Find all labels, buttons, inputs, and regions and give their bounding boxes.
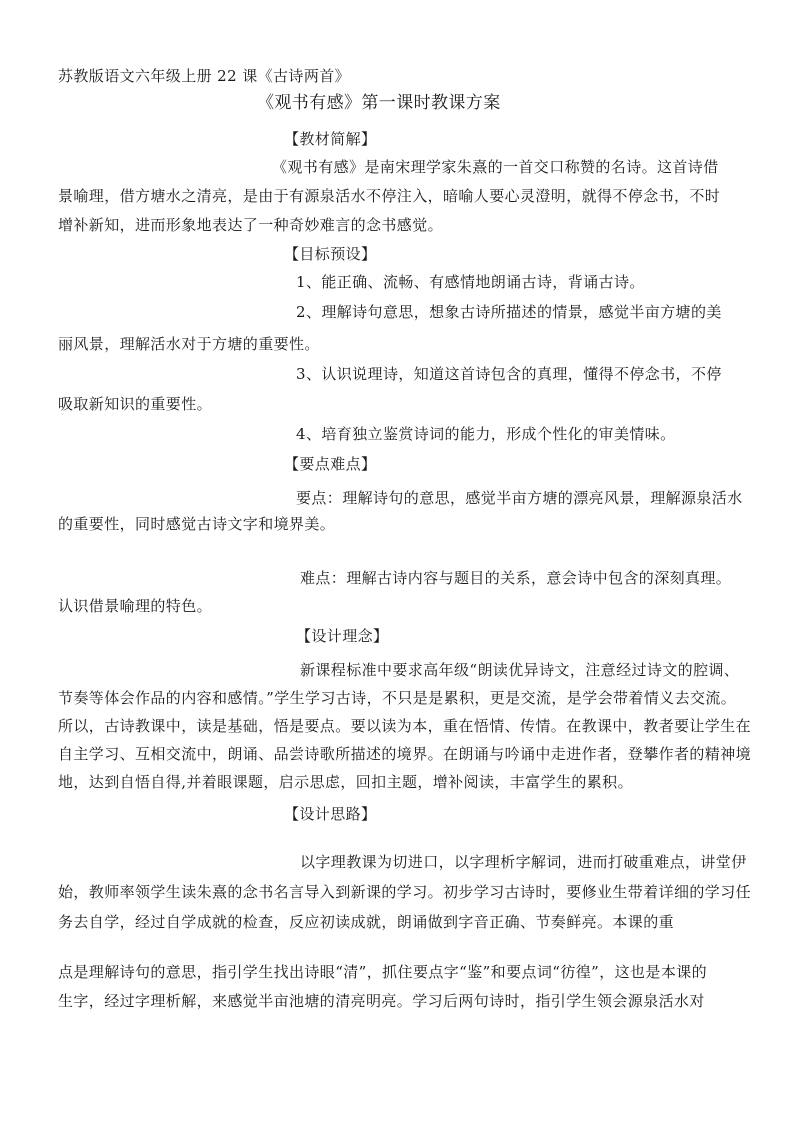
section-heading-goals: 【目标预设】: [284, 245, 377, 263]
section-heading-key-points: 【要点难点】: [284, 455, 377, 473]
paragraph-line: 的重要性，同时感觉古诗文字和境界美。: [58, 515, 336, 533]
paragraph-line: 点是理解诗句的意思，指引学生找出诗眼“清”，抓住要点字“鉴”和要点词“彷徨”，这也是本课的: [58, 963, 708, 981]
paragraph-line: 生字，经过字理析解，来感觉半亩池塘的清亮明亮。学习后两句诗时，指引学生领会源泉活水对: [58, 992, 705, 1010]
paragraph-line: 2、理解诗句意思，想象古诗所描述的情景，感觉半亩方塘的美: [296, 303, 722, 321]
paragraph-line: 增补新知，进而形象地表达了一种奇妙难言的念书感觉。: [58, 216, 444, 234]
paragraph-line: 自主学习、互相交流中，朗诵、品尝诗歌所描述的境界。在朗诵与吟诵中走进作者，登攀作者的精神境: [58, 745, 752, 763]
paragraph-line: 难点：理解古诗内容与题目的关系，意会诗中包含的深刻真理。: [300, 569, 732, 587]
document-title: 《观书有感》第一课时教课方案: [257, 93, 501, 113]
paragraph-line: 认识借景喻理的特色。: [58, 597, 213, 615]
paragraph-line: 新课程标准中要求高年级“朗读优异诗文，注意经过诗文的腔调、: [300, 661, 740, 679]
paragraph-line: 地，达到自悟自得,并着眼课题，启示思虑，回扣主题，增补阅读，丰富学生的累积。: [58, 773, 633, 791]
paragraph-line: 景喻理，借方塘水之清亮，是由于有源泉活水不停注入，暗喻人要心灵澄明，就得不停念书，不时: [58, 187, 721, 205]
section-heading-material: 【教材简解】: [284, 130, 377, 148]
document-header: 苏教版语文六年级上册 22 课《古诗两首》: [58, 67, 351, 85]
paragraph-line: 丽风景，理解活水对于方塘的重要性。: [58, 335, 320, 353]
paragraph-line: 吸取新知识的重要性。: [58, 395, 213, 413]
paragraph-line: 3、认识说理诗，知道这首诗包含的真理，懂得不停念书，不停: [296, 365, 722, 383]
section-heading-design-concept: 【设计理念】: [296, 627, 389, 645]
section-heading-design-approach: 【设计思路】: [284, 805, 377, 823]
paragraph-line: 始，教师率领学生读朱熹的念书名言导入到新课的学习。初步学习古诗时，要修业生带着详细的学习任: [58, 883, 752, 901]
paragraph-line: 1、能正确、流畅、有感情地朗诵古诗，背诵古诗。: [296, 273, 645, 291]
paragraph-line: 要点：理解诗句的意思，感觉半亩方塘的漂亮风景，理解源泉活水: [296, 489, 743, 507]
paragraph-line: 节奏等体会作品的内容和感情。”学生学习古诗，不只是是累积，更是交流，是学会带着情义去交流。: [58, 689, 737, 707]
paragraph-line: 《观书有感》是南宋理学家朱熹的一首交口称赞的名诗。这首诗借: [272, 158, 719, 176]
paragraph-line: 所以，古诗教课中，读是基础，悟是要点。要以读为本，重在悟情、传情。在教课中，教者要让学生在: [58, 717, 752, 735]
paragraph-line: 4、培育独立鉴赏诗词的能力，形成个性化的审美情味。: [296, 425, 676, 443]
paragraph-line: 务去自学，经过自学成就的检查，反应初读成就，朗诵做到字音正确、节奏鲜亮。本课的重: [58, 913, 675, 931]
paragraph-line: 以字理教课为切进口，以字理析字解词，进而打破重难点，讲堂伊: [300, 853, 747, 871]
